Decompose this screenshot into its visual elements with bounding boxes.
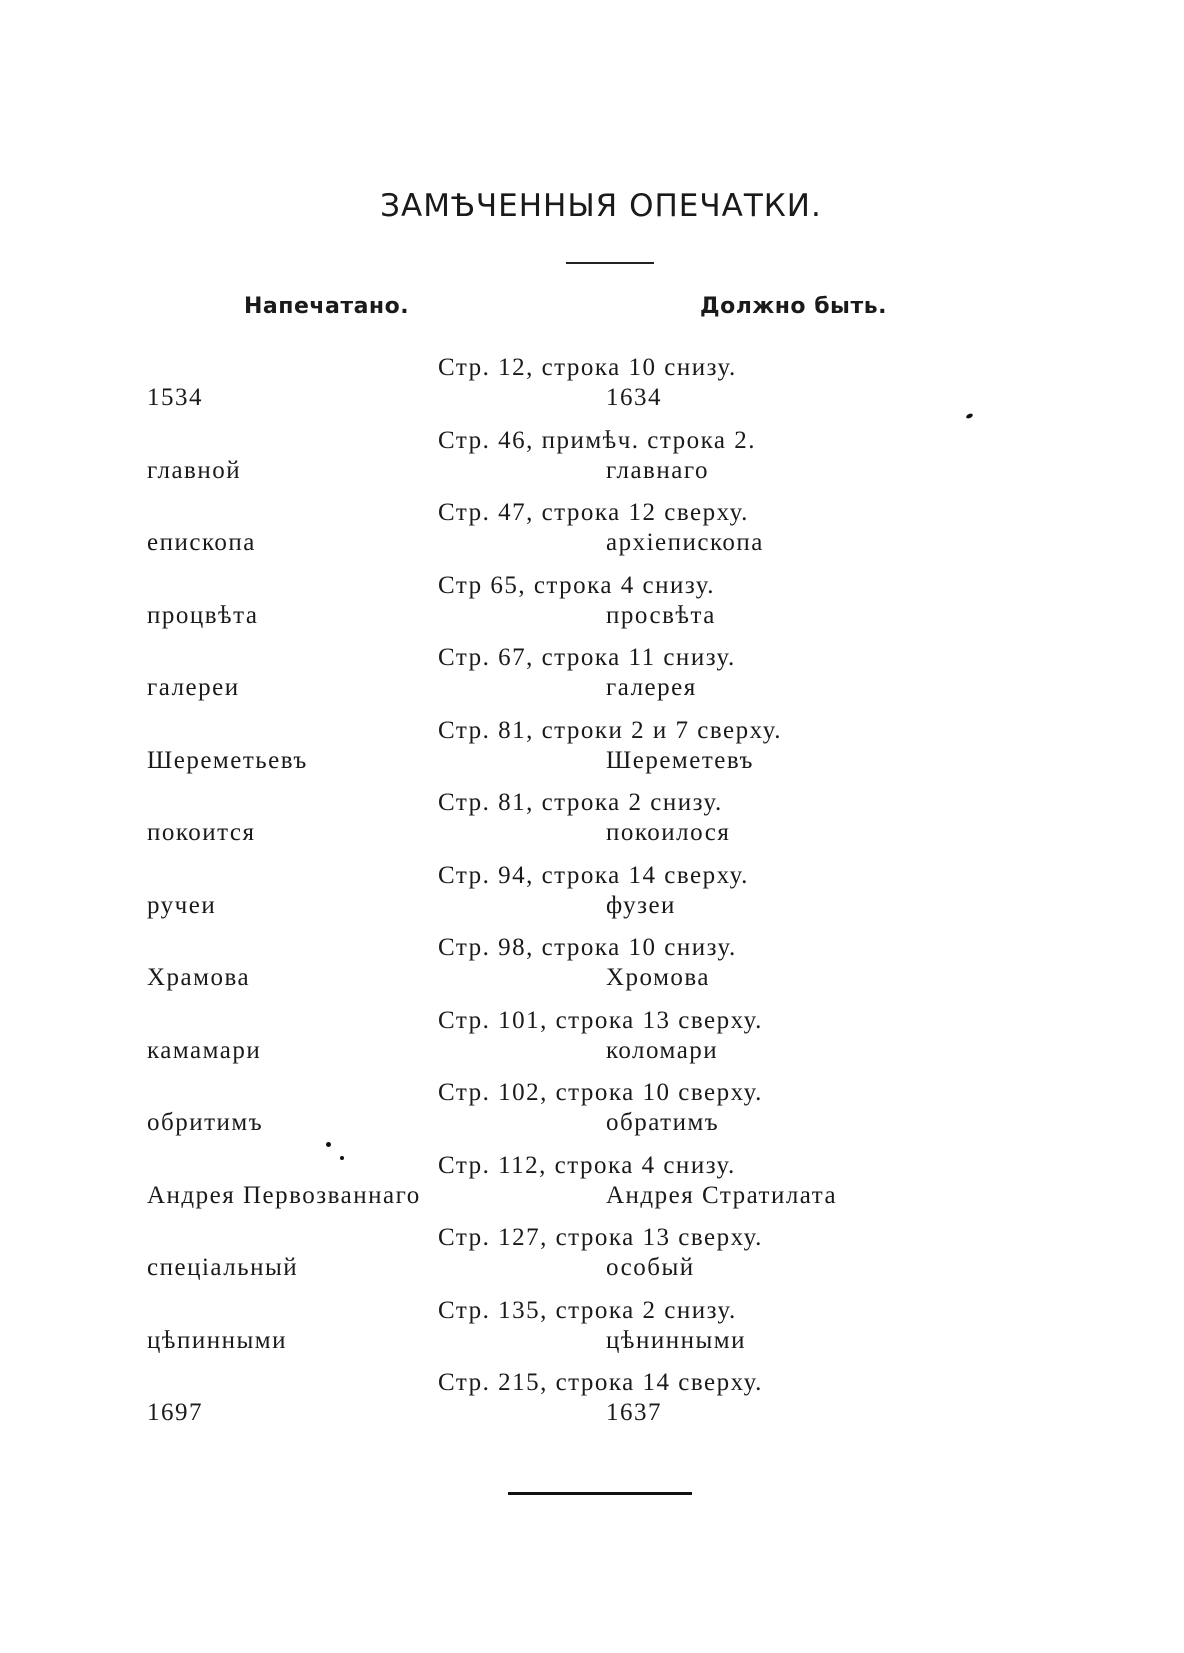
closing-divider <box>508 1492 692 1495</box>
scan-speck <box>340 1156 344 1160</box>
corrected-text: архіепископа <box>606 529 764 556</box>
errata-entry <box>0 1369 1184 1442</box>
printed-text: Шереметьевъ <box>147 746 308 774</box>
errata-list <box>0 354 1184 1442</box>
page-line-reference: Стр. 47, строка 12 сверху. <box>438 499 749 526</box>
corrected-text: покоилося <box>606 819 731 846</box>
page-line-reference: Стр. 46, примѣч. строка 2. <box>438 426 756 454</box>
printed-text: Храмова <box>147 964 251 991</box>
corrected-text: фузеи <box>606 891 676 919</box>
page-line-reference: Стр. 135, строка 2 снизу. <box>438 1296 737 1324</box>
errata-entry <box>0 572 1184 645</box>
printed-text: ручеи <box>147 891 217 919</box>
printed-text: спеціальный <box>147 1254 299 1281</box>
corrected-text: обратимъ <box>606 1109 720 1136</box>
errata-entry <box>0 427 1184 500</box>
page-line-reference: Стр. 81, строки 2 и 7 сверху. <box>438 716 782 744</box>
scan-speck <box>326 1142 331 1147</box>
printed-text: покоится <box>147 819 256 846</box>
should-be-column-header: Должно быть. <box>700 294 887 319</box>
printed-text: процвѣта <box>147 601 259 629</box>
errata-entry <box>0 934 1184 1007</box>
errata-entry <box>0 644 1184 717</box>
printed-text: обритимъ <box>147 1109 264 1136</box>
corrected-text: 1637 <box>606 1399 662 1426</box>
errata-entry <box>0 789 1184 862</box>
errata-entry <box>0 717 1184 790</box>
corrected-text: главнаго <box>606 456 709 484</box>
page-title: ЗАМѢЧЕННЫЯ ОПЕЧАТКИ. <box>380 188 822 224</box>
errata-entry <box>0 862 1184 935</box>
page-line-reference: Стр 65, строка 4 снизу. <box>438 571 715 599</box>
printed-text: камамари <box>147 1036 262 1064</box>
errata-entry <box>0 1152 1184 1225</box>
corrected-text: коломари <box>606 1036 719 1064</box>
page-line-reference: Стр. 127, строка 13 сверху. <box>438 1224 763 1251</box>
printed-text: цѣпинными <box>147 1326 287 1354</box>
errata-entry <box>0 499 1184 572</box>
printed-text: галереи <box>147 674 240 701</box>
corrected-text: просвѣта <box>606 601 716 629</box>
printed-column-header: Напечатано. <box>244 294 410 319</box>
page-line-reference: Стр. 101, строка 13 сверху. <box>438 1006 763 1034</box>
corrected-text: Шереметевъ <box>606 746 754 774</box>
page-line-reference: Стр. 215, строка 14 сверху. <box>438 1369 763 1396</box>
printed-text: епископа <box>147 529 256 556</box>
corrected-text: галерея <box>606 674 697 701</box>
errata-entry <box>0 1007 1184 1080</box>
page-line-reference: Стр. 102, строка 10 сверху. <box>438 1079 763 1106</box>
page-line-reference: Стр. 12, строка 10 снизу. <box>438 354 737 381</box>
page-line-reference: Стр. 81, строка 2 снизу. <box>438 789 723 816</box>
page-line-reference: Стр. 112, строка 4 снизу. <box>438 1151 736 1179</box>
page-line-reference: Стр. 67, строка 11 снизу. <box>438 644 736 671</box>
errata-entry <box>0 354 1184 427</box>
printed-text: 1697 <box>147 1399 203 1426</box>
title-divider <box>566 262 654 264</box>
corrected-text: особый <box>606 1254 695 1281</box>
corrected-text: цѣнинными <box>606 1326 746 1354</box>
corrected-text: 1634 <box>606 384 662 411</box>
errata-entry <box>0 1079 1184 1152</box>
corrected-text: Хромова <box>606 964 710 991</box>
errata-entry <box>0 1224 1184 1297</box>
printed-text: Андрея Первозваннаго <box>147 1181 421 1209</box>
errata-entry <box>0 1297 1184 1370</box>
printed-text: 1534 <box>147 384 203 411</box>
page-line-reference: Стр. 98, строка 10 снизу. <box>438 934 737 961</box>
printed-text: главной <box>147 456 242 484</box>
corrected-text: Андрея Стратилата <box>606 1181 838 1209</box>
page-line-reference: Стр. 94, строка 14 сверху. <box>438 861 749 889</box>
